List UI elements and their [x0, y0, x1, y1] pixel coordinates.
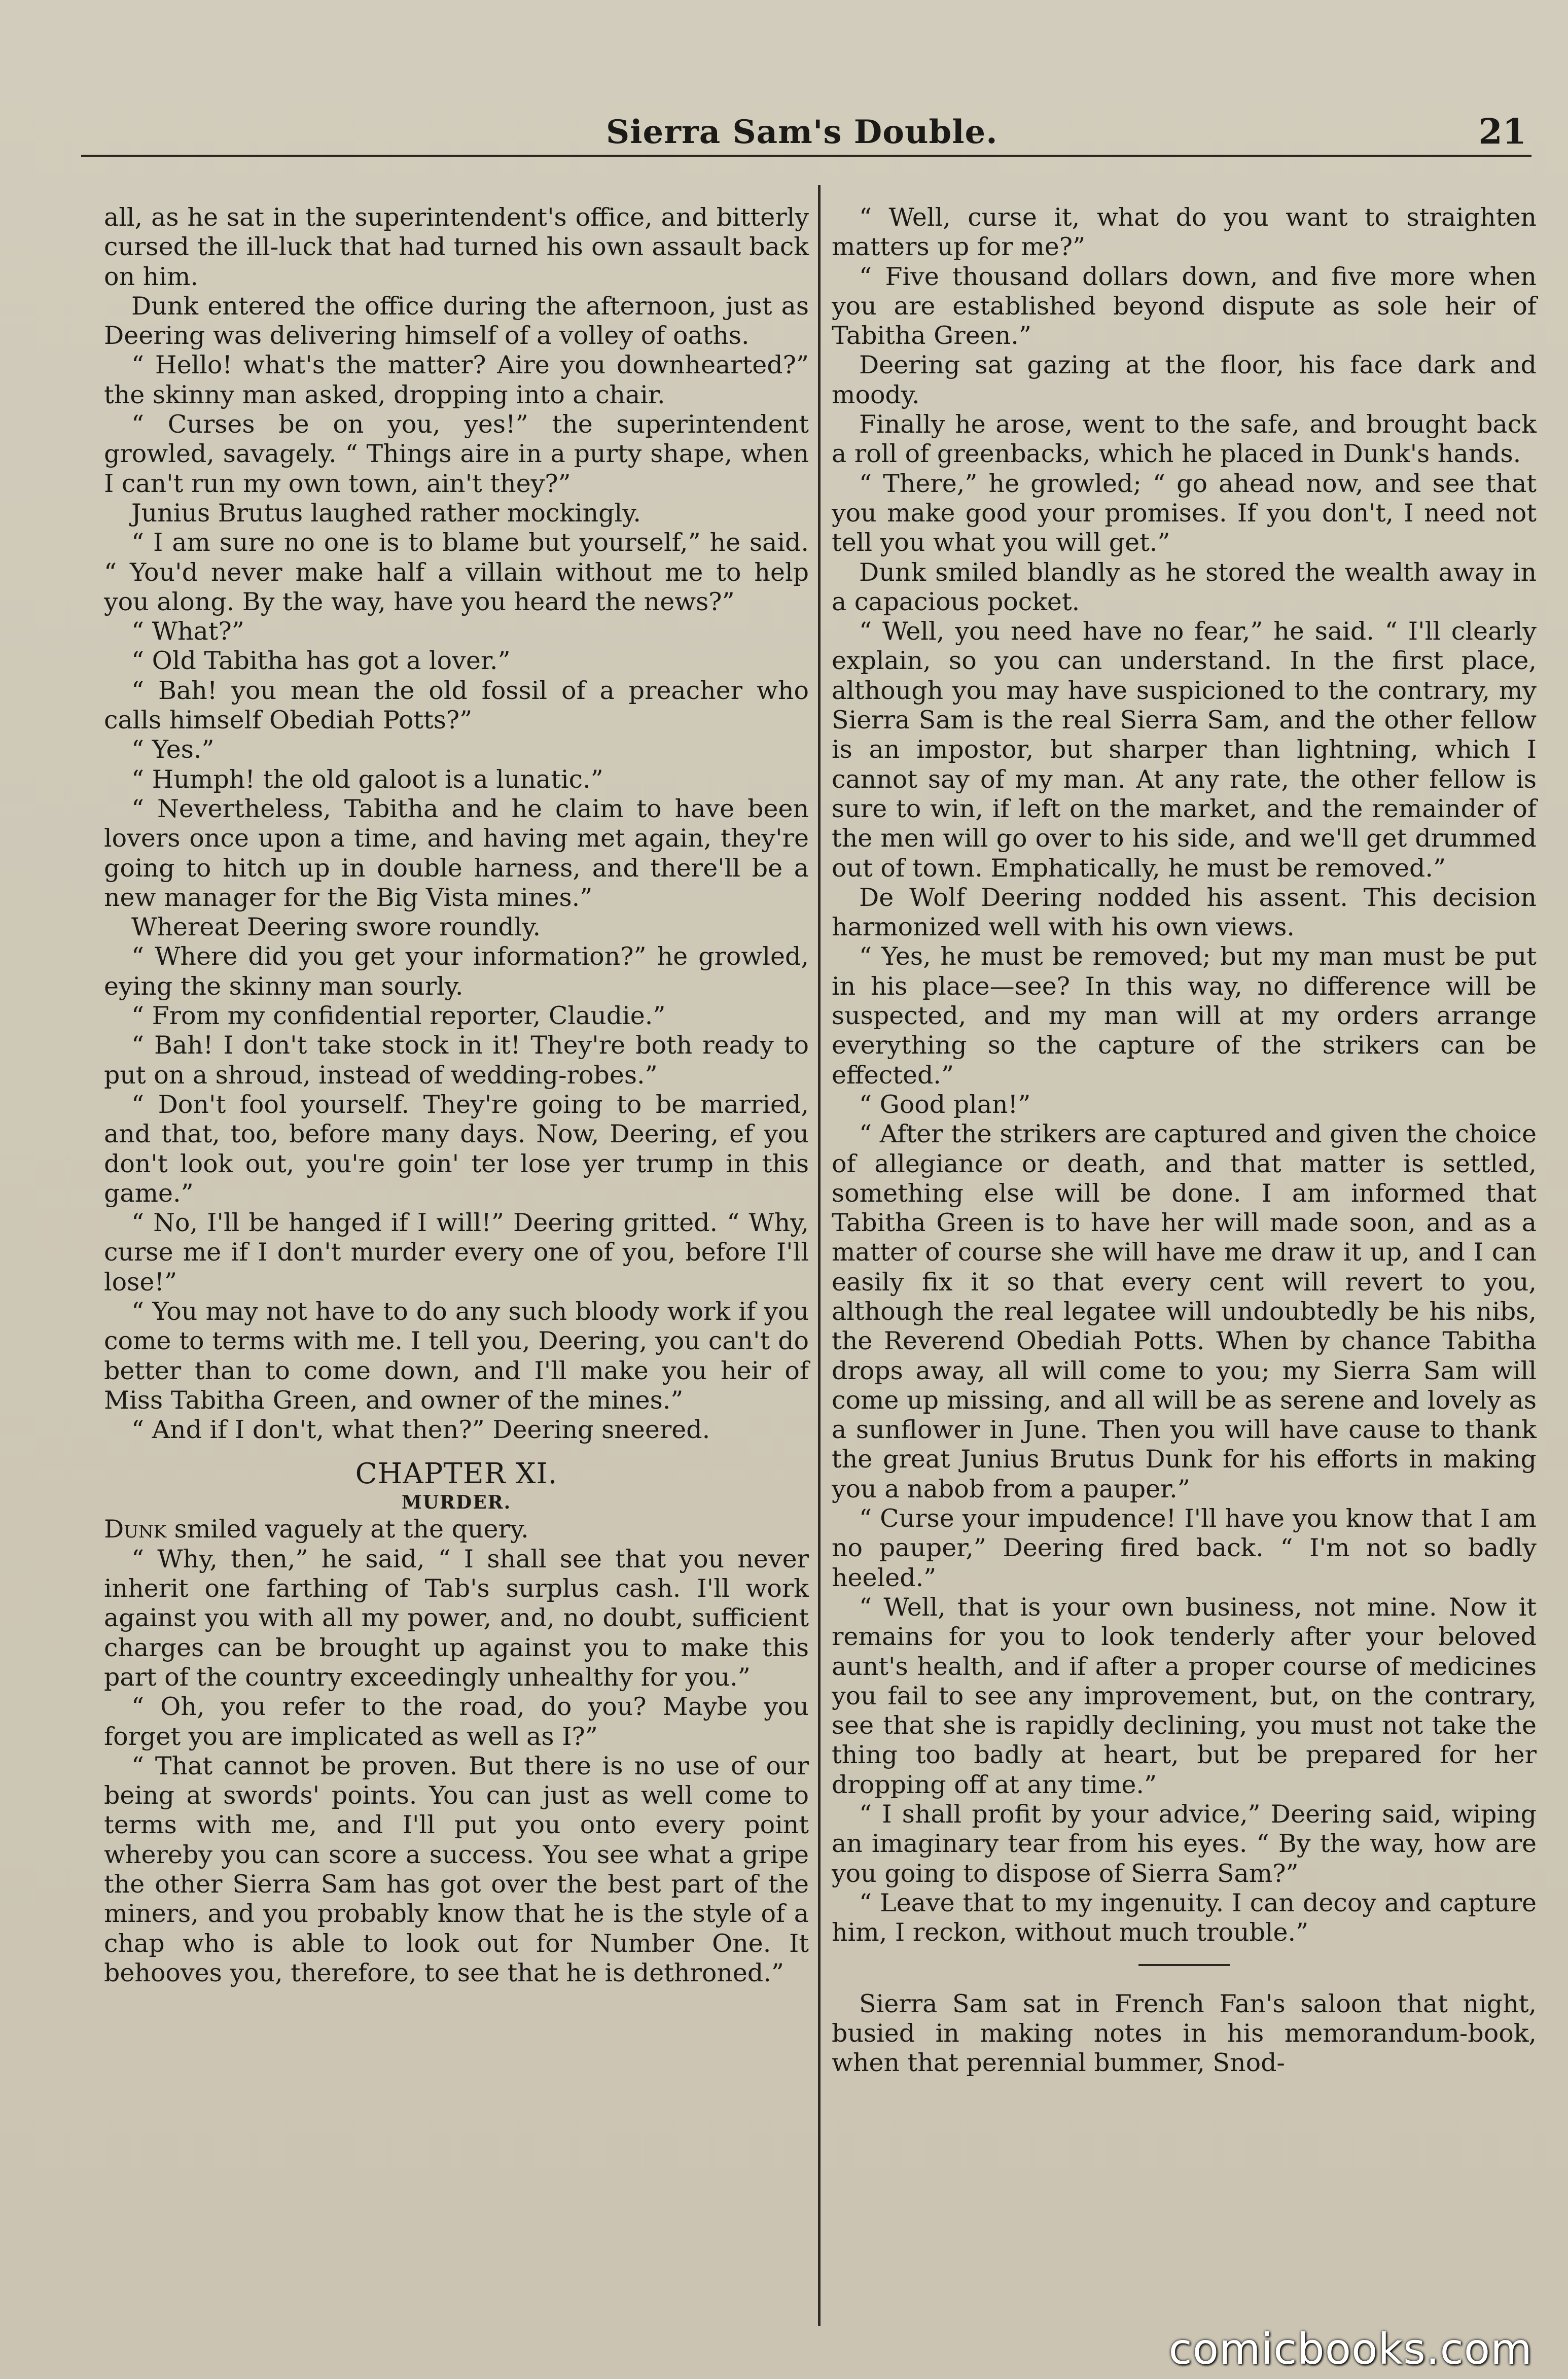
paragraph: “ Oh, you refer to the road, do you? Maybe you forget you are implicated as well as I?”: [104, 1692, 809, 1751]
paragraph: “ There,” he growled; “ go ahead now, and see that you make good your promises. If you don't, I need not tell you what you will get.”: [832, 469, 1537, 557]
paragraph: “ Humph! the old galoot is a lunatic.”: [131, 764, 603, 794]
paragraph: Sierra Sam sat in French Fan's saloon that night, busied in making notes in his memorandum-book, when that perennial bummer, Snod-: [832, 1989, 1537, 2078]
paragraph: Finally he arose, went to the safe, and brought back a roll of greenbacks, which he placed in Dunk's hands.: [832, 410, 1537, 469]
paragraph: “ Nevertheless, Tabitha and he claim to have been lovers once upon a time, and having met again, they're going to hitch up in double harness, and there'll be a new manager for the Big Vista mines.”: [104, 794, 809, 912]
chapter-opening-paragraph: [104, 1515, 809, 1544]
paragraph: “ From my confidential reporter, Claudie.”: [131, 1001, 666, 1031]
paragraph: “ And if I don't, what then?” Deering sneered.: [131, 1415, 710, 1445]
paragraph: “ Bah! you mean the old fossil of a preacher who calls himself Obediah Potts?”: [104, 676, 809, 735]
column-divider: [818, 185, 821, 2326]
paragraph: “ After the strikers are captured and given the choice of allegiance or death, and that matter is settled, something else will be done. I am informed that Tabitha Green is to have her will made soon, and as a matter of course she will have me draw it up, and I can easily fix it so that every cent will revert to you, although the real legatee will undoubtedly be his nibs, the Reverend Obediah Potts. When by chance Tabitha drops away, all will come to you; my Sierra Sam will come up missing, and all will be as serene and lovely as a sunflower in June. Then you will have cause to thank the great Junius Brutus Dunk for his efforts in making you a nabob from a pauper.”: [832, 1119, 1537, 1503]
paragraph: “ Leave that to my ingenuity. I can decoy and capture him, I reckon, without much trouble.”: [832, 1888, 1537, 1947]
right-paragraphs: [832, 203, 1537, 1948]
chapter-subtitle: MURDER.: [401, 1492, 512, 1514]
paragraph: “ Well, you need have no fear,” he said. “ I'll clearly explain, so you can understand. In the first place, although you may have suspicioned to the contrary, my Sierra Sam is the real Sierra Sam, and the other fellow is an impostor, but sharper than lightning, which I cannot say of my man. At any rate, the other fellow is sure to win, if left on the market, and the remainder of the men will go over to his side, and we'll get drummed out of town. Emphatically, he must be removed.”: [832, 617, 1537, 883]
chapter-first-word: Dunk: [104, 1515, 167, 1544]
paragraph: “ Good plan!”: [859, 1090, 1031, 1119]
paragraph: Dunk entered the office during the afternoon, just as Deering was delivering himself of a volley of oaths.: [104, 291, 809, 351]
section-break-rule: [1138, 1964, 1230, 1966]
chapter-first-rest: smiled vaguely at the query.: [166, 1515, 529, 1544]
left-column: [104, 203, 809, 1988]
paragraph: Deering sat gazing at the floor, his face dark and moody.: [832, 351, 1537, 409]
paragraph: “ Where did you get your information?” he growled, eying the skinny man sourly.: [104, 942, 809, 1001]
paragraph: all, as he sat in the superintendent's office, and bitterly cursed the ill-luck that had turned his own assault back on him.: [104, 203, 809, 291]
paragraph: De Wolf Deering nodded his assent. This decision harmonized well with his own views.: [832, 883, 1537, 942]
right-column: [832, 203, 1537, 2078]
paragraph: “ Curse your impudence! I'll have you know that I am no pauper,” Deering fired back. “ I'm not so badly heeled.”: [832, 1504, 1537, 1592]
left-paragraphs: [104, 203, 809, 1445]
left-paragraphs-after: [104, 1545, 809, 1988]
chapter-title: CHAPTER XI.: [355, 1457, 558, 1491]
site-watermark: comicbooks.com: [1168, 2324, 1533, 2374]
paragraph: “ Hello! what's the matter? Aire you downhearted?” the skinny man asked, dropping into a chair.: [104, 351, 809, 409]
paragraph: Whereat Deering swore roundly.: [131, 913, 541, 942]
page-number: 21: [1478, 112, 1526, 152]
paragraph: “ Curses be on you, yes!” the superintendent growled, savagely. “ Things aire in a purty shape, when I can't run my own town, ain't they?”: [104, 410, 809, 498]
paragraph: “ Yes.”: [131, 735, 215, 764]
running-title: Sierra Sam's Double.: [606, 113, 998, 151]
paragraph: “ That cannot be proven. But there is no use of our being at swords' points. You can just as well come to terms with me, and I'll put you onto every point whereby you can score a success. You see what a gripe the other Sierra Sam has got over the best part of the miners, and you probably know that he is the style of a chap who is able to look out for Number One. It behooves you, therefore, to see that he is dethroned.”: [104, 1751, 809, 1987]
paragraph: “ Well, that is your own business, not mine. Now it remains for you to look tenderly after your beloved aunt's health, and if after a proper course of medicines you fail to see any improvement, but, on the contrary, see that she is rapidly declining, you must not take the thing too badly at heart, but be prepared for her dropping off at any time.”: [832, 1592, 1537, 1799]
right-paragraphs-after-rule: [832, 1989, 1537, 2078]
paragraph: “ Old Tabitha has got a lover.”: [131, 646, 511, 676]
paragraph: “ What?”: [131, 617, 244, 646]
paragraph: “ You may not have to do any such bloody work if you come to terms with me. I tell you, Deering, you can't do better than to come down, and I'll make you heir of Miss Tabitha Green, and owner of the mines.”: [104, 1297, 809, 1415]
paragraph: Junius Brutus laughed rather mockingly.: [131, 498, 641, 528]
page-header: [81, 109, 1531, 157]
paragraph: “ Why, then,” he said, “ I shall see that you never inherit one farthing of Tab's surplus cash. I'll work against you with all my power, and, no doubt, sufficient charges can be brought up against you to make this part of the country exceedingly unhealthy for you.”: [104, 1544, 809, 1692]
paragraph: “ Five thousand dollars down, and five more when you are established beyond dispute as sole heir of Tabitha Green.”: [832, 262, 1537, 351]
paragraph: “ I am sure no one is to blame but yourself,” he said. “ You'd never make half a villain without me to help you along. By the way, have you heard the news?”: [104, 528, 809, 616]
paragraph: “ Don't fool yourself. They're going to be married, and that, too, before many days. Now, Deering, ef you don't look out, you're goin' ter lose yer trump in this game.”: [104, 1090, 809, 1208]
paragraph: “ Yes, he must be removed; but my man must be put in his place—see? In this way, no difference will be suspected, and my man will at my orders arrange everything so the capture of the strikers can be effected.”: [832, 942, 1537, 1090]
paragraph: “ Bah! I don't take stock in it! They're both ready to put on a shroud, instead of wedding-robes.”: [104, 1031, 809, 1090]
paragraph: “ I shall profit by your advice,” Deering said, wiping an imaginary tear from his eyes. “ By the way, how are you going to dispose of Sierra Sam?”: [832, 1800, 1537, 1888]
paragraph: Dunk smiled blandly as he stored the wealth away in a capacious pocket.: [832, 557, 1537, 616]
paragraph: “ Well, curse it, what do you want to straighten matters up for me?”: [832, 203, 1537, 262]
paragraph: “ No, I'll be hanged if I will!” Deering gritted. “ Why, curse me if I don't murder every one of you, before I'll lose!”: [104, 1208, 809, 1297]
